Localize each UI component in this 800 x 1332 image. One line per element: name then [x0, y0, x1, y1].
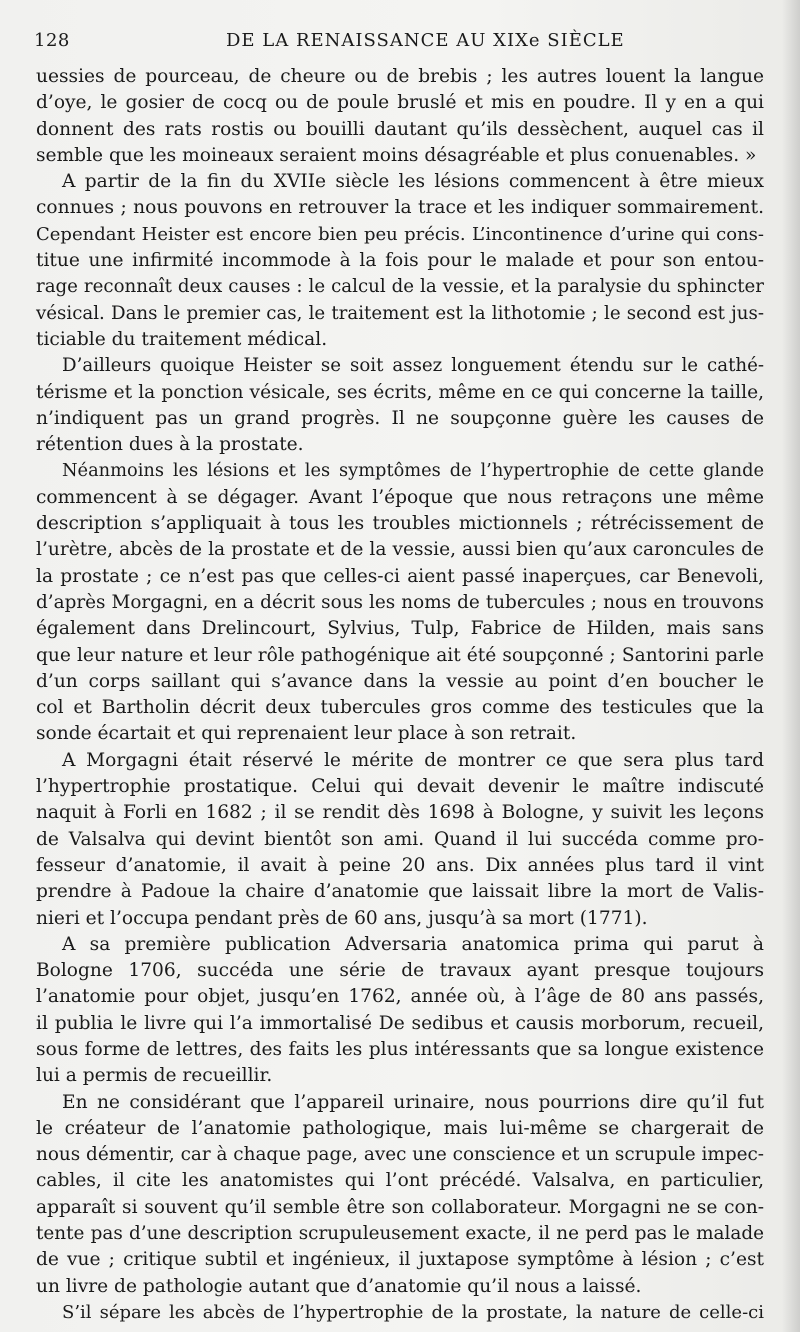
page-number: 128	[34, 30, 70, 51]
text-line: Cependant Heister est encore bien peu précis. L’incontinence d’urine qui cons-	[36, 223, 764, 245]
text-line: prendre à Padoue la chaire d’anatomie que laissait libre la mort de Valis-	[36, 881, 764, 903]
text-line: rage reconnaît deux causes : le calcul de la vessie, et la paralysie du sphincter	[36, 276, 764, 298]
text-line: lui a permis de recueillir.	[36, 1065, 273, 1087]
text-line: naquit à Forli en 1682 ; il se rendit dès 1698 à Bologne, y suivit les leçons	[36, 802, 764, 824]
text-line: donnent des rats rostis ou bouilli dautant qu’ils dessèchent, auquel cas il	[36, 118, 764, 140]
text-line: A sa première publication Adversaria anatomica prima qui parut à	[62, 933, 764, 955]
text-line: nous démentir, car à chaque page, avec une conscience et un scrupule impec-	[36, 1144, 764, 1166]
text-line: d’après Morgagni, en a décrit sous les noms de tubercules ; nous en trouvons	[36, 591, 764, 613]
text-line: rétention dues à la prostate.	[36, 434, 304, 456]
text-line: A partir de la fin du XVIIe siècle les lésions commencent à être mieux	[62, 171, 764, 193]
text-line: la prostate ; ce n’est pas que celles-ci aient passé inaperçues, car Benevoli,	[36, 565, 764, 587]
text-line: un livre de pathologie autant que d’anatomie qu’il nous a laissé.	[36, 1275, 642, 1297]
text-line: Bologne 1706, succéda une série de travaux ayant presque toujours	[36, 960, 764, 982]
text-line: cables, il cite les anatomistes qui l’ont précédé. Valsalva, en particulier,	[36, 1170, 764, 1192]
text-line: D’ailleurs quoique Heister se soit assez longuement étendu sur le cathé-	[62, 355, 764, 377]
text-line: le créateur de l’anatomie pathologique, mais lui-même se chargerait de	[36, 1117, 764, 1139]
text-line: de Valsalva qui devint bientôt son ami. Quand il lui succéda comme pro-	[36, 828, 764, 850]
text-line: il publia le livre qui l’a immortalisé De sedibus et causis morborum, recueil,	[36, 1012, 764, 1034]
text-line: l’anatomie pour objet, jusqu’en 1762, année où, à l’âge de 80 ans passés,	[36, 986, 764, 1008]
text-line: également dans Drelincourt, Sylvius, Tulp, Fabrice de Hilden, mais sans	[36, 618, 764, 640]
text-line: titue une infirmité incommode à la fois pour le malade et pour son entou-	[36, 250, 764, 272]
text-line: tente pas d’une description scrupuleusement exacte, il ne perd pas le malade	[36, 1223, 764, 1245]
text-line: sous forme de lettres, des faits les plus intéressants que sa longue existence	[36, 1038, 764, 1060]
text-line: vésical. Dans le premier cas, le traitement est la lithotomie ; le second est jus-	[36, 302, 764, 324]
body-text	[36, 64, 764, 1326]
text-line: d’un corps saillant qui s’avance dans la vessie au point d’en boucher le	[36, 670, 764, 692]
page-header	[34, 30, 774, 56]
text-line: n’indiquent pas un grand progrès. Il ne soupçonne guère les causes de	[36, 407, 764, 429]
text-line: de vue ; critique subtil et ingénieux, il juxtapose symptôme à lésion ; c’est	[36, 1249, 764, 1271]
text-line: ticiable du traitement médical.	[36, 328, 328, 350]
text-line: Néanmoins les lésions et les symptômes de l’hypertrophie de cette glande	[62, 460, 764, 482]
text-line: térisme et la ponction vésicale, ses écrits, même en ce qui concerne la taille,	[36, 381, 764, 403]
text-line: l’hypertrophie prostatique. Celui qui devait devenir le maître indiscuté	[36, 776, 764, 798]
text-line: A Morgagni était réservé le mérite de montrer ce que sera plus tard	[62, 749, 764, 771]
text-line: nieri et l’occupa pendant près de 60 ans, jusqu’à sa mort (1771).	[36, 907, 648, 929]
text-line: fesseur d’anatomie, il avait à peine 20 ans. Dix années plus tard il vint	[36, 854, 764, 876]
page-gutter-shadow	[782, 0, 800, 1332]
text-line: sonde écartait et qui reprenaient leur place à son retrait.	[36, 723, 577, 745]
text-line: l’urètre, abcès de la prostate et de la vessie, aussi bien qu’aux caroncules de	[36, 539, 764, 561]
text-line: connues ; nous pouvons en retrouver la trace et les indiquer sommairement.	[36, 197, 764, 219]
text-line: d’oye, le gosier de cocq ou de poule bruslé et mis en poudre. Il y en a qui	[36, 92, 764, 114]
text-line: apparaît si souvent qu’il semble être son collaborateur. Morgagni ne se con-	[36, 1196, 764, 1218]
text-line: En ne considérant que l’appareil urinaire, nous pourrions dire qu’il fut	[62, 1091, 764, 1113]
text-line: S’il sépare les abcès de l’hypertrophie de la prostate, la nature de celle-ci	[62, 1301, 764, 1323]
text-line: col et Bartholin décrit deux tubercules gros comme des testicules que la	[36, 697, 764, 719]
text-line: uessies de pourceau, de cheure ou de brebis ; les autres louent la langue	[36, 66, 764, 87]
running-head: DE LA RENAISSANCE AU XIXe SIÈCLE	[226, 30, 625, 51]
text-line: description s’appliquait à tous les troubles mictionnels ; rétrécissement de	[36, 513, 764, 535]
text-line: semble que les moineaux seraient moins désagréable et plus conuenables. »	[36, 144, 757, 166]
text-line: que leur nature et leur rôle pathogénique ait été soupçonné ; Santorini parle	[36, 644, 764, 666]
text-line: commencent à se dégager. Avant l’époque que nous retraçons une même	[36, 486, 764, 508]
